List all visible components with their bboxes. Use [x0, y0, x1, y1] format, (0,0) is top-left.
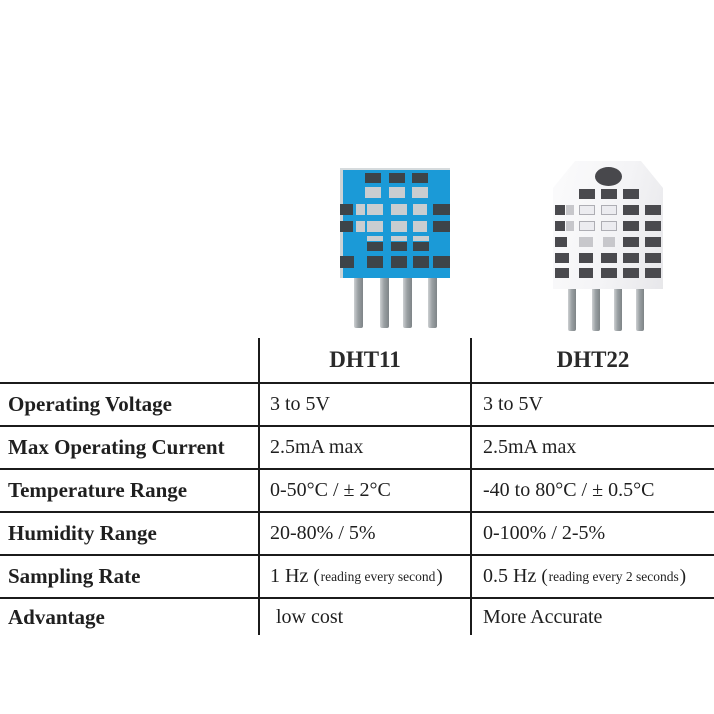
- vent: [356, 204, 365, 215]
- vent: [391, 256, 407, 268]
- vent: [623, 253, 639, 263]
- dht22-value: 2.5mA max: [470, 427, 714, 468]
- row-label: Humidity Range: [8, 521, 157, 545]
- vent: [645, 268, 661, 278]
- dht22-top-hole-icon: [595, 167, 622, 186]
- vent: [412, 187, 428, 198]
- row-label: Operating Voltage: [8, 392, 172, 416]
- vent: [413, 204, 427, 215]
- vent: [356, 221, 365, 232]
- dht11-pin: [403, 278, 412, 328]
- sampling-value: 1 Hz: [270, 565, 309, 587]
- vent: [412, 173, 428, 183]
- vent: [367, 242, 383, 251]
- vent: [365, 187, 381, 198]
- vent: [555, 268, 569, 278]
- dht11-pin: [380, 278, 389, 328]
- vent: [555, 237, 567, 247]
- header-spacer: [0, 338, 258, 382]
- vent: [623, 189, 639, 199]
- vent: [579, 189, 595, 199]
- vent: [413, 256, 429, 268]
- vent: [579, 221, 595, 231]
- table-row-advantage: [0, 597, 714, 635]
- vent: [645, 237, 661, 247]
- vent: [601, 221, 617, 231]
- vent: [603, 237, 615, 247]
- dht22-sensor-image: [553, 161, 663, 331]
- vent: [566, 221, 574, 231]
- dht22-pin: [636, 289, 644, 331]
- dht11-value: 20-80% / 5%: [258, 513, 470, 554]
- dht11-body: [340, 168, 450, 278]
- vent: [413, 236, 429, 241]
- dht11-pin: [428, 278, 437, 328]
- vent: [579, 237, 593, 247]
- dht22-pin: [568, 289, 576, 331]
- row-label: Temperature Range: [8, 478, 188, 502]
- dht11-value: 2.5mA max: [258, 427, 470, 468]
- vent: [601, 205, 617, 215]
- vent: [433, 221, 450, 232]
- vent: [645, 205, 661, 215]
- vent: [389, 173, 405, 183]
- vent: [391, 204, 407, 215]
- dht11-value: 3 to 5V: [258, 384, 470, 425]
- table-row-humidity-range: [0, 511, 714, 554]
- vent: [340, 204, 353, 215]
- vent: [340, 221, 353, 232]
- vent: [555, 253, 569, 263]
- vent: [623, 205, 639, 215]
- table-row-max-operating-current: [0, 425, 714, 468]
- dht11-value: 0-50°C / ± 2°C: [258, 470, 470, 511]
- vent: [601, 189, 617, 199]
- dht22-body: [553, 161, 663, 289]
- vent: [413, 242, 429, 251]
- column-header-dht22: DHT22: [470, 338, 714, 382]
- dht11-value: low cost: [258, 599, 470, 635]
- dht22-value: 0-100% / 2-5%: [470, 513, 714, 554]
- vent: [579, 268, 593, 278]
- vent: [413, 221, 427, 232]
- row-label: Advantage: [8, 604, 105, 629]
- sampling-value: 0.5 Hz: [483, 565, 537, 587]
- vent: [433, 256, 450, 268]
- vent: [367, 236, 383, 241]
- dht11-sensor-image: [340, 168, 450, 328]
- dht22-value: 3 to 5V: [470, 384, 714, 425]
- vent: [367, 256, 383, 268]
- sampling-note: reading every 2 seconds: [548, 568, 679, 584]
- dht22-value: More Accurate: [470, 599, 714, 635]
- vent: [555, 221, 565, 231]
- vent: [579, 253, 593, 263]
- vent: [623, 237, 639, 247]
- column-header-dht11: DHT11: [258, 338, 470, 382]
- dht22-value: -40 to 80°C / ± 0.5°C: [470, 470, 714, 511]
- vent: [391, 221, 407, 232]
- vent: [579, 205, 595, 215]
- vent: [391, 236, 407, 241]
- dht22-pin: [592, 289, 600, 331]
- comparison-table: [0, 338, 714, 635]
- table-header-row: [0, 338, 714, 382]
- dht11-value: [258, 556, 470, 597]
- row-label: Sampling Rate: [8, 564, 141, 588]
- sampling-note: reading every second: [320, 568, 436, 584]
- paren-open: (: [541, 565, 548, 587]
- vent: [340, 256, 354, 268]
- vent: [365, 173, 381, 183]
- vent: [601, 268, 617, 278]
- vent: [623, 268, 639, 278]
- vent: [389, 187, 405, 198]
- dht22-value: [470, 556, 714, 597]
- vent: [433, 204, 450, 215]
- row-label: Max Operating Current: [8, 435, 225, 459]
- paren-close: ): [436, 565, 443, 587]
- paren-close: ): [679, 565, 687, 587]
- vent: [555, 205, 565, 215]
- table-row-operating-voltage: [0, 382, 714, 425]
- dht22-pin: [614, 289, 622, 331]
- vent: [340, 168, 450, 170]
- vent: [601, 253, 617, 263]
- dht11-pin: [354, 278, 363, 328]
- vent: [623, 221, 639, 231]
- vent: [367, 221, 383, 232]
- vent: [645, 253, 661, 263]
- vent: [391, 242, 407, 251]
- table-row-sampling-rate: [0, 554, 714, 597]
- vent: [645, 221, 661, 231]
- paren-open: (: [313, 565, 320, 587]
- vent: [566, 205, 574, 215]
- table-row-temperature-range: [0, 468, 714, 511]
- vent: [367, 204, 383, 215]
